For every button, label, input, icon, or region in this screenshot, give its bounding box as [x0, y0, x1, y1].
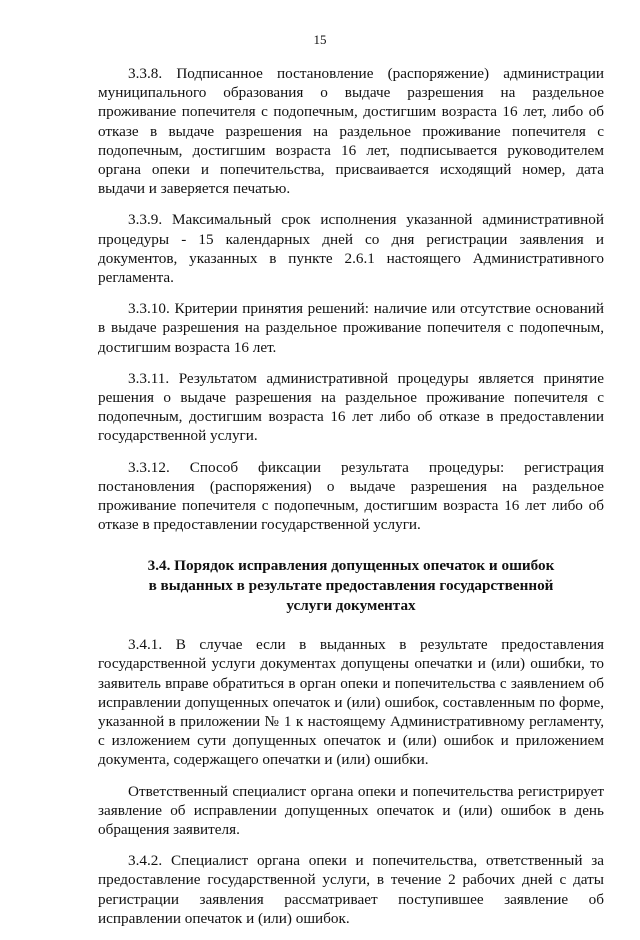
document-body — [98, 64, 604, 940]
paragraph-3-3-12: 3.3.12. Способ фиксации результата процедуры: регистрация постановления (распоряжения) о выдаче разрешения на раздельное проживание попечителя с подопечным, достигшим возраста 16 лет либо об отказе в предоставлении государственной услуги. — [98, 458, 604, 534]
paragraph-3-3-10: 3.3.10. Критерии принятия решений: наличие или отсутствие оснований в выдаче разрешения на раздельное проживание попечителя с подопечным, достигшим возраста 16 лет. — [98, 300, 604, 356]
paragraph-3-3-8: 3.3.8. Подписанное постановление (распоряжение) администрации муниципального образования о выдаче разрешения на раздельное проживание попечителя с подопечным, достигшим возраста 16 лет, либо об отказе в выдаче разрешения на раздельное проживание попечителя с подопечным, достигшим возраста 16 лет, подписывается руководителем органа опеки и попечительства, присваивается исходящий номер, дата выдачи и заверяется печатью. — [98, 65, 604, 198]
paragraph-3-4-1: 3.4.1. В случае если в выданных в результате предоставления государственной услуги документах допущены опечатки и (или) ошибки, то заявитель вправе обратиться в орган опеки и попечительства с заявлением об исправлении допущенных опечаток и (или) ошибок, составленным по форме, указанной в приложении № 1 к настоящему Административному регламенту, с изложением сути допущенных опечаток и (или) ошибок и приложением документа, содержащего опечатки и (или) ошибки. — [98, 636, 604, 769]
paragraph-3-3-9: 3.3.9. Максимальный срок исполнения указанной административной процедуры - 15 календарных дней со дня регистрации заявления и документов, указанных в пункте 2.6.1 настоящего Административного регламента. — [98, 211, 604, 287]
section-heading-line: услуги документах — [286, 596, 416, 614]
section-heading-3-4 — [98, 556, 604, 615]
paragraph-responsible-specialist: Ответственный специалист органа опеки и попечительства регистрирует заявление об исправлении допущенных опечаток и (или) ошибок в день обращения заявителя. — [98, 782, 604, 839]
paragraph-3-3-11: 3.3.11. Результатом административной процедуры является принятие решения о выдаче разрешения на раздельное проживание попечителя с подопечным, достигшим возраста 16 лет либо об отказе в предоставлении государственной услуги. — [98, 369, 604, 445]
section-heading-line: в выданных в результате предоставления государственной — [148, 577, 554, 595]
section-heading-line: 3.4. Порядок исправления допущенных опечаток и ошибок — [147, 557, 555, 575]
page-number: 15 — [313, 32, 327, 47]
paragraph-3-4-2: 3.4.2. Специалист органа опеки и попечительства, ответственный за предоставление государственной услуги, в течение 2 рабочих дней с даты регистрации заявления рассматривает поступившее заявление об исправлении опечаток и (или) ошибок. — [98, 852, 604, 927]
